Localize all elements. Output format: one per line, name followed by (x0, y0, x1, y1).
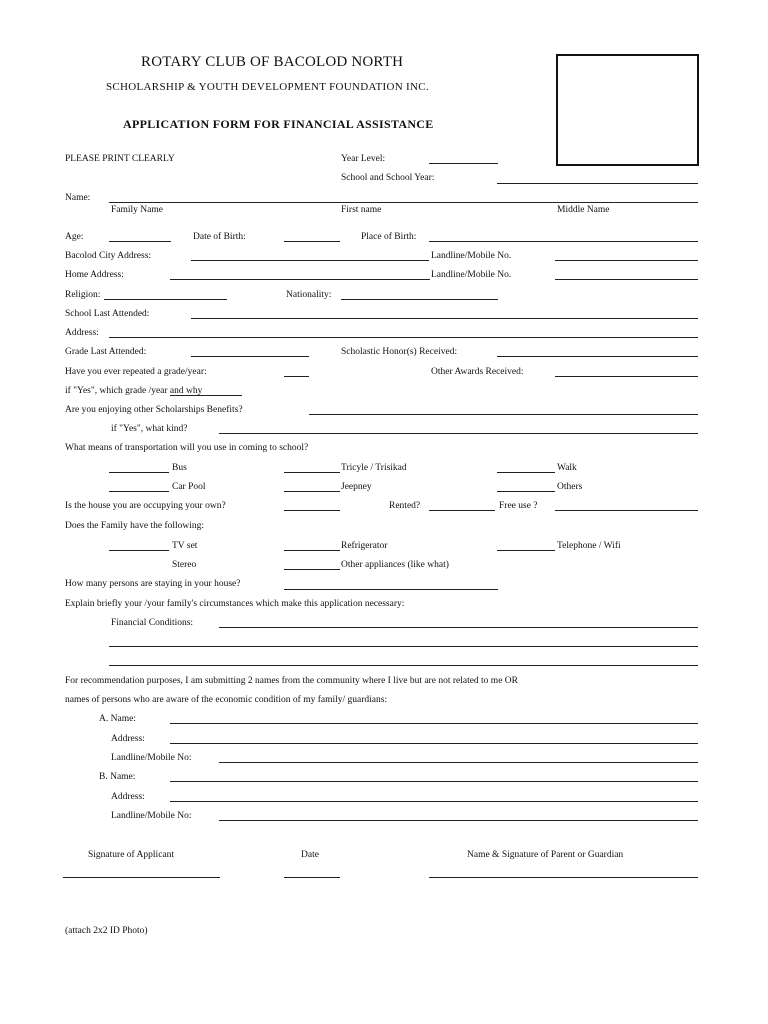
signature-date-caption: Date (301, 850, 319, 860)
explain-circumstances-label: Explain briefly your /your family's circumstances which make this application necessary: (65, 599, 405, 609)
school-last-attended-input[interactable] (191, 307, 698, 319)
recommendation-text-2: names of persons who are aware of the economic condition of my family/ guardians: (65, 695, 388, 705)
other-awards-input[interactable] (555, 365, 698, 377)
transportation-question: What means of transportation will you use in coming to school? (65, 443, 309, 453)
bacolod-address-label: Bacolod City Address: (65, 251, 152, 261)
telephone-label: Telephone / Wifi (557, 541, 621, 551)
repeated-grade-input[interactable] (284, 365, 309, 377)
other-awards-label: Other Awards Received: (431, 367, 524, 377)
other-appliances-input[interactable] (284, 558, 340, 570)
walk-label: Walk (557, 463, 577, 473)
reference-b-address-input[interactable] (170, 790, 698, 802)
rented-label: Rented? (389, 501, 421, 511)
bus-input[interactable] (109, 461, 169, 473)
landline-input-2[interactable] (555, 268, 698, 280)
date-of-birth-label: Date of Birth: (193, 232, 246, 242)
school-year-input[interactable] (497, 172, 698, 184)
financial-conditions-input-2[interactable] (109, 635, 698, 647)
others-transport-input[interactable] (497, 480, 555, 492)
if-yes-grade-input[interactable] (170, 384, 242, 396)
attach-photo-note: (attach 2x2 ID Photo) (65, 926, 148, 936)
signature-date-line[interactable] (284, 866, 340, 878)
year-level-label: Year Level: (341, 154, 386, 164)
financial-conditions-label: Financial Conditions: (111, 618, 194, 628)
parent-signature-line[interactable] (429, 866, 698, 878)
reference-a-name-input[interactable] (170, 712, 698, 724)
if-yes-grade-label: if "Yes", which grade /year and why (65, 386, 203, 396)
age-input[interactable] (109, 230, 171, 242)
reference-a-address-label: Address: (111, 734, 145, 744)
telephone-input[interactable] (497, 539, 555, 551)
other-scholarships-input[interactable] (309, 403, 698, 415)
financial-conditions-input-3[interactable] (109, 654, 698, 666)
free-use-input[interactable] (555, 499, 698, 511)
if-yes-kind-label: if "Yes", what kind? (111, 424, 188, 434)
rented-input[interactable] (429, 499, 495, 511)
jeepney-label: Jeepney (341, 482, 372, 492)
date-of-birth-input[interactable] (284, 230, 340, 242)
stereo-label: Stereo (172, 560, 197, 570)
house-own-label: Is the house you are occupying your own? (65, 501, 226, 511)
bacolod-address-input[interactable] (191, 249, 429, 261)
other-scholarships-label: Are you enjoying other Scholarships Benefits? (65, 405, 243, 415)
reference-a-address-input[interactable] (170, 732, 698, 744)
car-pool-input[interactable] (109, 480, 169, 492)
nationality-input[interactable] (341, 288, 498, 300)
refrigerator-label: Refrigerator (341, 541, 388, 551)
reference-b-name-label: B. Name: (99, 772, 136, 782)
religion-label: Religion: (65, 290, 101, 300)
place-of-birth-input[interactable] (429, 230, 698, 242)
tv-label: TV set (172, 541, 198, 551)
applicant-signature-caption: Signature of Applicant (88, 850, 175, 860)
religion-input[interactable] (104, 288, 227, 300)
school-last-attended-label: School Last Attended: (65, 309, 150, 319)
reference-a-landline-label: Landline/Mobile No: (111, 753, 192, 763)
name-label: Name: (65, 193, 91, 203)
school-address-input[interactable] (109, 326, 698, 338)
jeepney-input[interactable] (284, 480, 340, 492)
financial-conditions-input-1[interactable] (219, 616, 698, 628)
reference-b-address-label: Address: (111, 792, 145, 802)
honors-input[interactable] (497, 345, 698, 357)
tv-input[interactable] (109, 539, 169, 551)
first-name-caption: First name (341, 205, 382, 215)
reference-b-name-input[interactable] (170, 770, 698, 782)
reference-b-landline-input[interactable] (219, 809, 698, 821)
family-name-caption: Family Name (111, 205, 163, 215)
form-title: APPLICATION FORM FOR FINANCIAL ASSISTANCE (123, 117, 434, 131)
nationality-label: Nationality: (286, 290, 332, 300)
other-appliances-label: Other appliances (like what) (341, 560, 449, 570)
landline-input-1[interactable] (555, 249, 698, 261)
persons-staying-input[interactable] (284, 578, 498, 590)
home-address-input[interactable] (170, 268, 430, 280)
tricycle-label: Tricyle / Trisikad (341, 463, 407, 473)
recommendation-text-1: For recommendation purposes, I am submitting 2 names from the community where I live but are not related to me OR (65, 676, 518, 686)
parent-signature-caption: Name & Signature of Parent or Guardian (467, 850, 624, 860)
others-transport-label: Others (557, 482, 583, 492)
org-name: ROTARY CLUB OF BACOLOD NORTH (141, 54, 404, 70)
applicant-signature-line[interactable] (63, 866, 220, 878)
school-address-label: Address: (65, 328, 99, 338)
if-yes-kind-input[interactable] (219, 422, 698, 434)
middle-name-caption: Middle Name (557, 205, 610, 215)
print-clearly-note: PLEASE PRINT CLEARLY (65, 154, 175, 164)
age-label: Age: (65, 232, 84, 242)
reference-b-landline-label: Landline/Mobile No: (111, 811, 192, 821)
name-input[interactable] (109, 191, 698, 203)
house-own-input[interactable] (284, 499, 340, 511)
car-pool-label: Car Pool (172, 482, 206, 492)
landline-label-1: Landline/Mobile No. (431, 251, 512, 261)
refrigerator-input[interactable] (284, 539, 340, 551)
foundation-name: SCHOLARSHIP & YOUTH DEVELOPMENT FOUNDATION INC. (106, 81, 429, 93)
honors-label: Scholastic Honor(s) Received: (341, 347, 458, 357)
grade-last-attended-input[interactable] (191, 345, 309, 357)
tricycle-input[interactable] (284, 461, 340, 473)
repeated-grade-label: Have you ever repeated a grade/year: (65, 367, 207, 377)
persons-staying-label: How many persons are staying in your house? (65, 579, 241, 589)
walk-input[interactable] (497, 461, 555, 473)
free-use-label: Free use ? (499, 501, 538, 511)
bus-label: Bus (172, 463, 187, 473)
reference-a-name-label: A. Name: (99, 714, 136, 724)
school-year-label: School and School Year: (341, 173, 435, 183)
year-level-input[interactable] (429, 152, 498, 164)
family-has-label: Does the Family have the following: (65, 521, 205, 531)
home-address-label: Home Address: (65, 270, 124, 280)
landline-label-2: Landline/Mobile No. (431, 270, 512, 280)
place-of-birth-label: Place of Birth: (361, 232, 417, 242)
grade-last-attended-label: Grade Last Attended: (65, 347, 147, 357)
id-photo-box (556, 54, 699, 166)
reference-a-landline-input[interactable] (219, 751, 698, 763)
